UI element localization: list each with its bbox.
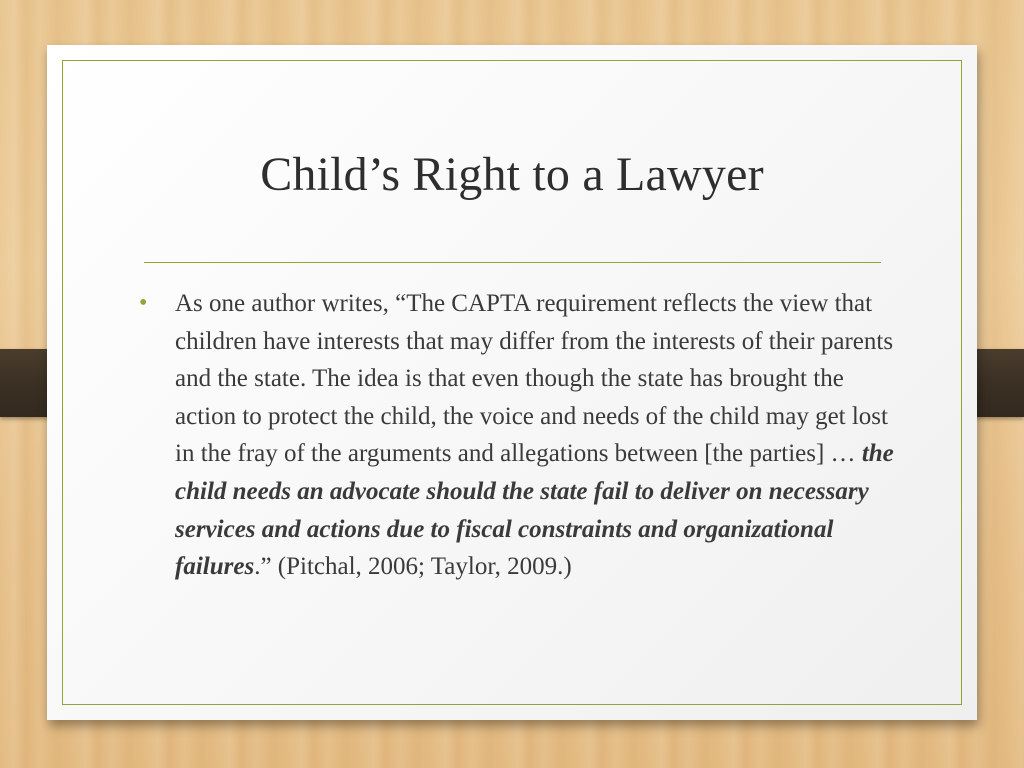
bullet-icon: • [139, 290, 148, 316]
quote-text-citation: .” (Pitchal, 2006; Taylor, 2009.) [254, 553, 572, 581]
quote-text-emphasis: the child needs an advocate should the state fail to deliver on necessary services and actions due to fiscal constraints and organizational failures [175, 440, 894, 581]
quote-text-plain-start: As one author writes, “The CAPTA requirement reflects the view that children have interests that may differ from the interests of their parents and the state. The idea is that even though the state has brought the action to protect the child, the voice and needs of the child may get lost in the fray of the arguments and allegations between [the parties] … [175, 290, 894, 468]
slide-title: Child’s Right to a Lawyer [260, 148, 764, 201]
bullet-paragraph [139, 285, 895, 586]
slide-card [47, 45, 977, 720]
title-divider [144, 262, 881, 263]
